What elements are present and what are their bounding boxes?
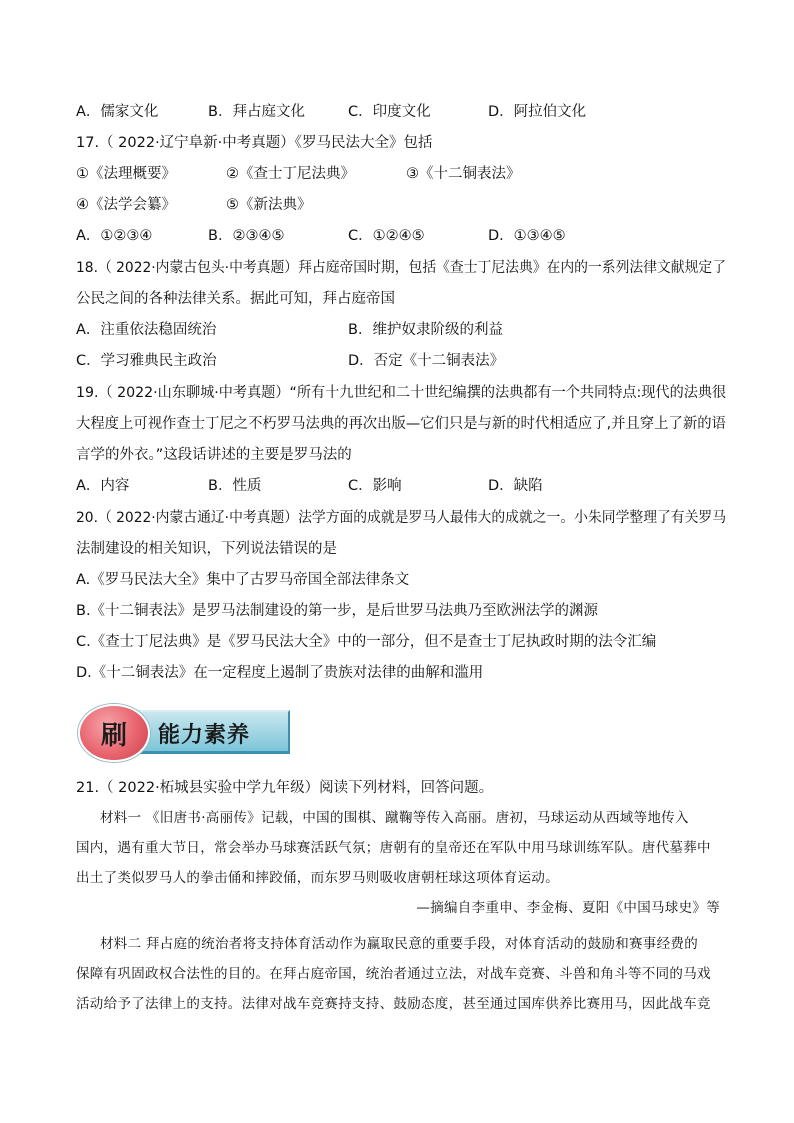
q17-option-d: D．①③④⑤ — [488, 228, 566, 244]
q21-material-2-line-3: 活动给予了法律上的支持。法律对战车竞赛持支持、鼓励态度，甚至通过国库供养比赛用马，因此战车竞 — [76, 996, 711, 1012]
q18-option-c: C．学习雅典民主政治 — [76, 353, 217, 369]
q17-item-3: ③《十二铜表法》 — [406, 166, 521, 182]
q17-item-2: ②《查士丁尼法典》 — [226, 166, 355, 182]
q19-option-c: C．影响 — [348, 478, 402, 494]
q20-stem-line-2: 法制建设的相关知识，下列说法错误的是 — [76, 541, 337, 557]
q17-stem: 17.（ 2022·辽宁阜新·中考真题）《罗马民法大全》包括 — [76, 135, 433, 151]
q19-option-a: A．内容 — [76, 478, 130, 494]
q20-option-a: A.《罗马民法大全》集中了古罗马帝国全部法律条文 — [76, 572, 410, 588]
q18-option-a: A．注重依法稳固统治 — [76, 322, 217, 338]
q21-material-2-line-1: 材料二 拜占庭的统治者将支持体育活动作为赢取民意的重要手段，对体育活动的鼓励和赛事经费的 — [100, 936, 698, 952]
q18-option-d: D．否定《十二铜表法》 — [348, 353, 505, 369]
banner-badge-char: 刷 — [100, 720, 127, 751]
banner-badge — [78, 704, 150, 762]
section-banner — [78, 704, 292, 762]
q20-option-b: B.《十二铜表法》是罗马法制建设的第一步，是后世罗马法典乃至欧洲法学的渊源 — [76, 603, 599, 619]
q19-option-b: B．性质 — [208, 478, 262, 494]
q21-material-1-line-3: 出土了类似罗马人的拳击俑和摔跤俑，而东罗马则吸收唐朝枉球这项体育运动。 — [76, 870, 559, 886]
q19-stem-line-1: 19.（ 2022·山东聊城·中考真题）“所有十九世纪和二十世纪编撰的法典都有一个共同特点:现代的法典很 — [76, 385, 727, 401]
q20-option-c: C.《查士丁尼法典》是《罗马民法大全》中的一部分，但不是查士丁尼执政时期的法令汇编 — [76, 634, 657, 650]
q18-option-b: B．维护奴隶阶级的利益 — [348, 322, 503, 338]
q17-option-b: B．②③④⑤ — [208, 228, 285, 244]
q21-stem: 21.（ 2022·柘城县实验中学九年级）阅读下列材料，回答问题。 — [76, 780, 494, 796]
q18-stem-line-1: 18.（ 2022·内蒙古包头·中考真题）拜占庭帝国时期，包括《查士丁尼法典》在内的一系列法律文献规定了 — [76, 260, 727, 276]
q17-item-5: ⑤《新法典》 — [226, 197, 312, 213]
q16-option-b: B．拜占庭文化 — [208, 104, 305, 120]
q21-material-1-line-2: 国内，遇有重大节日，常会举办马球赛活跃气氛；唐朝有的皇帝还在军队中用马球训练军队。唐代墓葬中 — [76, 840, 711, 856]
q20-stem-line-1: 20.（ 2022·内蒙古通辽·中考真题）法学方面的成就是罗马人最伟大的成就之一。小朱同学整理了有关罗马 — [76, 510, 727, 526]
q18-stem-line-2: 公民之间的各种法律关系。据此可知，拜占庭帝国 — [76, 291, 395, 307]
q17-item-4: ④《法学会纂》 — [76, 197, 176, 213]
q16-option-a: A．儒家文化 — [76, 104, 159, 120]
q19-stem-line-3: 言学的外衣。”这段话讲述的主要是罗马法的 — [76, 447, 352, 463]
q17-option-c: C．①②④⑤ — [348, 228, 425, 244]
banner-title: 能力素养 — [158, 723, 251, 748]
q17-option-a: A．①②③④ — [76, 228, 153, 244]
q20-option-d: D.《十二铜表法》在一定程度上遏制了贵族对法律的曲解和滥用 — [76, 665, 484, 681]
q21-material-1-line-1: 材料一 《旧唐书·高丽传》记载，中国的围棋、蹴鞠等传入高丽。唐初，马球运动从西域等地传入 — [100, 810, 689, 826]
q21-material-1-source: —摘编自李重申、李金梅、夏阳《中国马球史》等 — [416, 900, 720, 916]
q17-item-1: ①《法理概要》 — [76, 166, 176, 182]
q19-stem-line-2: 大程度上可视作查士丁尼之不朽罗马法典的再次出版—它们只是与新的时代相适应了,并且穿上了新的语 — [76, 416, 726, 432]
q16-option-d: D．阿拉伯文化 — [488, 104, 587, 120]
q21-material-2-line-2: 保障有巩固政权合法性的目的。在拜占庭帝国，统治者通过立法，对战车竞赛、斗兽和角斗等不同的马戏 — [76, 966, 711, 982]
q19-option-d: D．缺陷 — [488, 478, 543, 494]
q16-option-c: C．印度文化 — [348, 104, 431, 120]
